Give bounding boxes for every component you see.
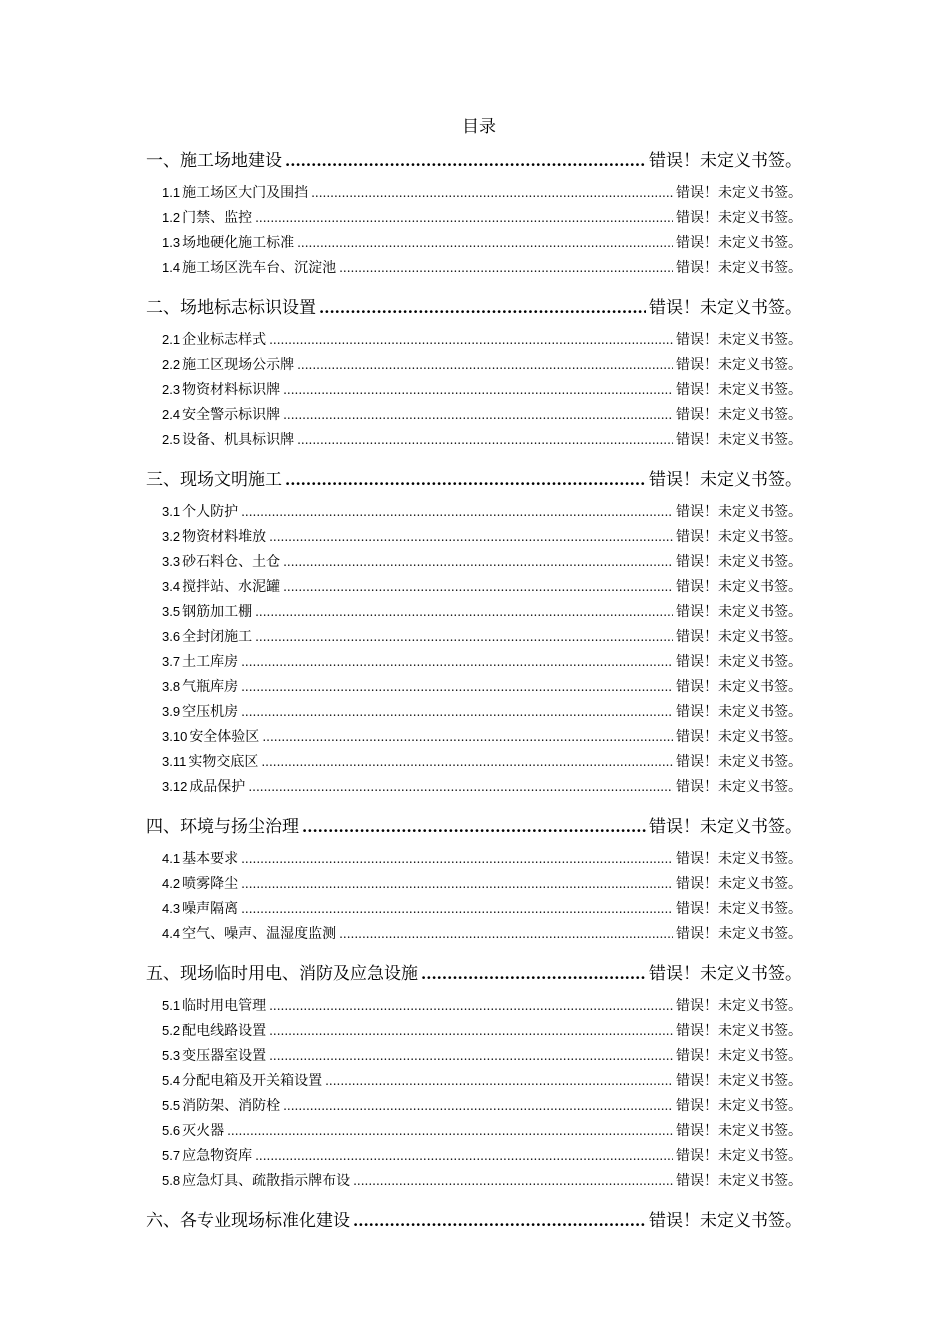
toc-entry-label xyxy=(162,379,280,401)
toc-subsection-item[interactable] xyxy=(162,923,802,945)
toc-subsection-item[interactable] xyxy=(162,601,802,623)
toc-dot-leader xyxy=(285,148,646,174)
toc-entry-number: 4.4 xyxy=(162,926,181,941)
toc-entry-number: 5.6 xyxy=(162,1123,181,1138)
toc-dot-leader xyxy=(283,379,673,401)
toc-entry-page-ref: 错误！未定义书签。 xyxy=(676,754,802,770)
toc-subsection-item[interactable] xyxy=(162,995,802,1017)
toc-entry-text: 施工场区大门及围挡 xyxy=(182,185,309,201)
toc-entry-label xyxy=(162,601,252,623)
toc-dot-leader xyxy=(339,923,673,945)
toc-entry-page-ref: 错误！未定义书签。 xyxy=(649,151,802,171)
toc-entry-label xyxy=(162,898,238,920)
toc-dot-leader xyxy=(241,873,673,895)
toc-entry-text: 土工库房 xyxy=(182,654,239,670)
toc-entry-text: 应急灯具、疏散指示牌布设 xyxy=(182,1173,351,1189)
toc-entry-text: 基本要求 xyxy=(182,851,239,867)
toc-section-heading[interactable] xyxy=(146,295,802,321)
toc-entry-label xyxy=(146,961,418,987)
toc-entry-text: 空压机房 xyxy=(182,704,239,720)
toc-subsection-item[interactable] xyxy=(162,1070,802,1092)
toc-entry-number: 5.3 xyxy=(162,1048,181,1063)
toc-entry-label xyxy=(162,923,336,945)
toc-subsection-item[interactable] xyxy=(162,751,802,773)
toc-entry-number: 3.2 xyxy=(162,529,181,544)
toc-entry-text: 砂石料仓、土仓 xyxy=(182,554,281,570)
toc-subsection-item[interactable] xyxy=(162,1170,802,1192)
toc-entry-number: 3.4 xyxy=(162,579,181,594)
toc-entry-label xyxy=(162,1095,280,1117)
toc-entry-number: 5.7 xyxy=(162,1148,181,1163)
toc-entry-text: 成品保护 xyxy=(189,779,246,795)
toc-subsection-item[interactable] xyxy=(162,873,802,895)
toc-entry-label xyxy=(162,526,266,548)
toc-dot-leader xyxy=(283,576,673,598)
toc-entry-text: 施工区现场公示牌 xyxy=(182,357,295,373)
toc-entry-text: 配电线路设置 xyxy=(182,1023,267,1039)
toc-entry-page-ref: 错误！未定义书签。 xyxy=(676,554,802,570)
toc-entry-number: 2.3 xyxy=(162,382,181,397)
toc-entry-label xyxy=(146,148,282,174)
toc-entry-text: 一、施工场地建设 xyxy=(146,151,282,171)
toc-entry-page-ref: 错误！未定义书签。 xyxy=(676,679,802,695)
toc-entry-page-ref: 错误！未定义书签。 xyxy=(676,654,802,670)
toc-entry-number: 3.8 xyxy=(162,679,181,694)
toc-entry-number: 4.2 xyxy=(162,876,181,891)
toc-entry-label xyxy=(162,354,294,376)
toc-entry-page-ref: 错误！未定义书签。 xyxy=(676,1173,802,1189)
toc-entry-text: 变压器室设置 xyxy=(182,1048,267,1064)
toc-dot-leader xyxy=(283,551,673,573)
toc-entry-number: 5.5 xyxy=(162,1098,181,1113)
toc-entry-text: 安全体验区 xyxy=(189,729,260,745)
toc-section-heading[interactable] xyxy=(146,148,802,174)
toc-entry-label xyxy=(162,329,266,351)
toc-entry-page-ref: 错误！未定义书签。 xyxy=(649,964,802,984)
toc-entry-text: 实物交底区 xyxy=(188,754,259,770)
toc-dot-leader xyxy=(319,295,646,321)
toc-dot-leader xyxy=(241,848,673,870)
toc-subsection-item[interactable] xyxy=(162,1120,802,1142)
toc-entry-page-ref: 错误！未定义书签。 xyxy=(676,779,802,795)
toc-section-heading[interactable] xyxy=(146,1208,802,1234)
toc-entry-text: 噪声隔离 xyxy=(182,901,239,917)
toc-dot-leader xyxy=(261,751,673,773)
toc-entry-text: 气瓶库房 xyxy=(182,679,239,695)
toc-entry-page-ref: 错误！未定义书签。 xyxy=(676,210,802,226)
toc-dot-leader xyxy=(339,257,673,279)
toc-entry-number: 3.10 xyxy=(162,729,188,744)
toc-dot-leader xyxy=(297,232,673,254)
toc-subsection-item[interactable] xyxy=(162,182,802,204)
toc-entry-number: 3.3 xyxy=(162,554,181,569)
toc-entry-number: 3.6 xyxy=(162,629,181,644)
toc-entry-number: 1.3 xyxy=(162,235,181,250)
toc-entry-text: 施工场区洗车台、沉淀池 xyxy=(182,260,337,276)
toc-entry-label xyxy=(162,182,308,204)
toc-dot-leader xyxy=(269,995,673,1017)
toc-entry-text: 空气、噪声、温湿度监测 xyxy=(182,926,337,942)
toc-section-heading[interactable] xyxy=(146,467,802,493)
toc-entry-label xyxy=(162,576,280,598)
toc-entry-page-ref: 错误！未定义书签。 xyxy=(676,579,802,595)
toc-entry-text: 分配电箱及开关箱设置 xyxy=(182,1073,323,1089)
toc-dot-leader xyxy=(353,1208,646,1234)
toc-entry-page-ref: 错误！未定义书签。 xyxy=(649,298,802,318)
toc-entry-page-ref: 错误！未定义书签。 xyxy=(676,407,802,423)
toc-dot-leader xyxy=(353,1170,673,1192)
toc-entry-label xyxy=(162,551,280,573)
toc-entry-page-ref: 错误！未定义书签。 xyxy=(676,504,802,520)
toc-entry-number: 3.7 xyxy=(162,654,181,669)
toc-subsection-item[interactable] xyxy=(162,576,802,598)
toc-entry-label xyxy=(162,848,238,870)
toc-entry-number: 3.11 xyxy=(162,754,187,769)
toc-entry-page-ref: 错误！未定义书签。 xyxy=(649,1211,802,1231)
toc-entry-page-ref: 错误！未定义书签。 xyxy=(676,729,802,745)
toc-entry-label xyxy=(162,232,294,254)
toc-entry-text: 六、各专业现场标准化建设 xyxy=(146,1211,350,1231)
toc-subsection-item[interactable] xyxy=(162,329,802,351)
toc-entry-page-ref: 错误！未定义书签。 xyxy=(676,1023,802,1039)
toc-dot-leader xyxy=(302,814,646,840)
toc-entry-page-ref: 错误！未定义书签。 xyxy=(676,901,802,917)
toc-entry-number: 1.4 xyxy=(162,260,181,275)
toc-dot-leader xyxy=(255,1145,673,1167)
toc-entry-text: 三、现场文明施工 xyxy=(146,470,282,490)
toc-entry-number: 2.2 xyxy=(162,357,181,372)
toc-entry-text: 企业标志样式 xyxy=(182,332,267,348)
toc-entry-page-ref: 错误！未定义书签。 xyxy=(676,432,802,448)
toc-entry-page-ref: 错误！未定义书签。 xyxy=(676,185,802,201)
toc-entry-number: 3.12 xyxy=(162,779,188,794)
toc-dot-leader xyxy=(269,526,673,548)
toc-entry-text: 个人防护 xyxy=(182,504,239,520)
toc-entry-text: 临时用电管理 xyxy=(182,998,267,1014)
toc-entry-label xyxy=(162,429,294,451)
toc-subsection-item[interactable] xyxy=(162,676,802,698)
toc-subsection-item[interactable] xyxy=(162,207,802,229)
toc-subsection-item[interactable] xyxy=(162,726,802,748)
toc-dot-leader xyxy=(241,676,673,698)
toc-dot-leader xyxy=(297,354,673,376)
toc-entry-page-ref: 错误！未定义书签。 xyxy=(676,332,802,348)
toc-entry-page-ref: 错误！未定义书签。 xyxy=(676,704,802,720)
toc-entry-number: 4.1 xyxy=(162,851,181,866)
toc-entry-text: 设备、机具标识牌 xyxy=(182,432,295,448)
toc-entry-text: 物资材料堆放 xyxy=(182,529,267,545)
toc-entry-number: 3.5 xyxy=(162,604,181,619)
toc-entry-page-ref: 错误！未定义书签。 xyxy=(676,357,802,373)
toc-subsection-item[interactable] xyxy=(162,1145,802,1167)
toc-dot-leader xyxy=(269,329,673,351)
toc-subsection-item[interactable] xyxy=(162,701,802,723)
toc-section-heading[interactable] xyxy=(146,961,802,987)
toc-dot-leader xyxy=(255,626,673,648)
toc-entry-text: 消防架、消防栓 xyxy=(182,1098,281,1114)
toc-entry-text: 安全警示标识牌 xyxy=(182,407,281,423)
toc-entry-number: 3.9 xyxy=(162,704,181,719)
toc-entry-number: 1.2 xyxy=(162,210,181,225)
toc-subsection-item[interactable] xyxy=(162,379,802,401)
toc-dot-leader xyxy=(255,207,673,229)
toc-entry-page-ref: 错误！未定义书签。 xyxy=(649,470,802,490)
toc-dot-leader xyxy=(283,404,673,426)
toc-subsection-item[interactable] xyxy=(162,354,802,376)
toc-entry-page-ref: 错误！未定义书签。 xyxy=(676,851,802,867)
toc-entry-label xyxy=(162,626,252,648)
toc-section-heading[interactable] xyxy=(146,814,802,840)
toc-entry-text: 四、环境与扬尘治理 xyxy=(146,817,299,837)
toc-entry-page-ref: 错误！未定义书签。 xyxy=(676,1123,802,1139)
toc-entry-number: 3.1 xyxy=(162,504,181,519)
toc-entry-label xyxy=(162,1120,224,1142)
toc-subsection-item[interactable] xyxy=(162,429,802,451)
toc-dot-leader xyxy=(241,701,673,723)
toc-entry-number: 2.5 xyxy=(162,432,181,447)
toc-entry-label xyxy=(162,873,238,895)
toc-entry-label xyxy=(162,1020,266,1042)
toc-dot-leader xyxy=(241,501,673,523)
toc-entry-label xyxy=(146,467,282,493)
toc-subsection-item[interactable] xyxy=(162,651,802,673)
toc-entry-page-ref: 错误！未定义书签。 xyxy=(676,1048,802,1064)
toc-entry-label xyxy=(162,751,258,773)
toc-entry-text: 钢筋加工棚 xyxy=(182,604,253,620)
toc-entry-page-ref: 错误！未定义书签。 xyxy=(676,926,802,942)
toc-dot-leader xyxy=(255,601,673,623)
toc-dot-leader xyxy=(285,467,646,493)
toc-entry-label xyxy=(162,651,238,673)
toc-subsection-item[interactable] xyxy=(162,1095,802,1117)
toc-entry-label xyxy=(162,776,245,798)
toc-title: 目录 xyxy=(462,117,496,137)
toc-entry-text: 喷雾降尘 xyxy=(182,876,239,892)
toc-entry-label xyxy=(162,207,252,229)
toc-entry-page-ref: 错误！未定义书签。 xyxy=(676,260,802,276)
toc-entry-page-ref: 错误！未定义书签。 xyxy=(676,235,802,251)
toc-entry-page-ref: 错误！未定义书签。 xyxy=(676,604,802,620)
toc-entry-number: 5.8 xyxy=(162,1173,181,1188)
toc-dot-leader xyxy=(248,776,673,798)
toc-subsection-item[interactable] xyxy=(162,1045,802,1067)
toc-subsection-item[interactable] xyxy=(162,404,802,426)
toc-entry-text: 场地硬化施工标准 xyxy=(182,235,295,251)
toc-dot-leader xyxy=(227,1120,673,1142)
toc-entry-label xyxy=(162,1070,322,1092)
toc-dot-leader xyxy=(241,898,673,920)
toc-entry-label xyxy=(162,501,238,523)
toc-subsection-item[interactable] xyxy=(162,626,802,648)
toc-dot-leader xyxy=(311,182,673,204)
toc-entry-label xyxy=(162,676,238,698)
toc-subsection-item[interactable] xyxy=(162,848,802,870)
toc-entry-page-ref: 错误！未定义书签。 xyxy=(676,629,802,645)
toc-subsection-item[interactable] xyxy=(162,1020,802,1042)
toc-subsection-item[interactable] xyxy=(162,232,802,254)
toc-entry-label xyxy=(146,295,316,321)
toc-entry-label xyxy=(162,1170,350,1192)
toc-subsection-item[interactable] xyxy=(162,776,802,798)
toc-dot-leader xyxy=(241,651,673,673)
toc-subsection-item[interactable] xyxy=(162,551,802,573)
toc-dot-leader xyxy=(421,961,646,987)
toc-entry-number: 5.1 xyxy=(162,998,181,1013)
toc-entry-label xyxy=(162,404,280,426)
toc-entry-label xyxy=(162,726,259,748)
toc-dot-leader xyxy=(269,1020,673,1042)
toc-subsection-item[interactable] xyxy=(162,898,802,920)
toc-entry-page-ref: 错误！未定义书签。 xyxy=(676,1098,802,1114)
toc-dot-leader xyxy=(297,429,673,451)
toc-entry-label xyxy=(162,701,238,723)
toc-dot-leader xyxy=(262,726,673,748)
toc-entry-number: 2.4 xyxy=(162,407,181,422)
toc-entry-text: 全封闭施工 xyxy=(182,629,253,645)
toc-entry-text: 灭火器 xyxy=(182,1123,225,1139)
toc-entry-label xyxy=(162,1045,266,1067)
toc-entry-page-ref: 错误！未定义书签。 xyxy=(676,876,802,892)
toc-subsection-item[interactable] xyxy=(162,501,802,523)
toc-entry-label xyxy=(162,1145,252,1167)
toc-entry-number: 5.2 xyxy=(162,1023,181,1038)
toc-dot-leader xyxy=(325,1070,673,1092)
toc-entry-number: 5.4 xyxy=(162,1073,181,1088)
toc-entry-text: 物资材料标识牌 xyxy=(182,382,281,398)
toc-entry-number: 4.3 xyxy=(162,901,181,916)
toc-entry-page-ref: 错误！未定义书签。 xyxy=(676,529,802,545)
toc-entry-label xyxy=(162,257,336,279)
toc-dot-leader xyxy=(283,1095,673,1117)
toc-entry-page-ref: 错误！未定义书签。 xyxy=(649,817,802,837)
toc-entry-text: 二、场地标志标识设置 xyxy=(146,298,316,318)
toc-entry-text: 搅拌站、水泥罐 xyxy=(182,579,281,595)
toc-entry-text: 五、现场临时用电、消防及应急设施 xyxy=(146,964,418,984)
toc-entry-label xyxy=(146,814,299,840)
toc-entry-page-ref: 错误！未定义书签。 xyxy=(676,382,802,398)
toc-entry-page-ref: 错误！未定义书签。 xyxy=(676,1148,802,1164)
toc-entry-number: 1.1 xyxy=(162,185,181,200)
toc-entry-label xyxy=(146,1208,350,1234)
toc-entry-text: 应急物资库 xyxy=(182,1148,253,1164)
toc-entry-text: 门禁、监控 xyxy=(182,210,253,226)
toc-subsection-item[interactable] xyxy=(162,526,802,548)
toc-entry-page-ref: 错误！未定义书签。 xyxy=(676,1073,802,1089)
toc-dot-leader xyxy=(269,1045,673,1067)
toc-subsection-item[interactable] xyxy=(162,257,802,279)
toc-entry-label xyxy=(162,995,266,1017)
toc-entry-number: 2.1 xyxy=(162,332,181,347)
toc-entry-page-ref: 错误！未定义书签。 xyxy=(676,998,802,1014)
